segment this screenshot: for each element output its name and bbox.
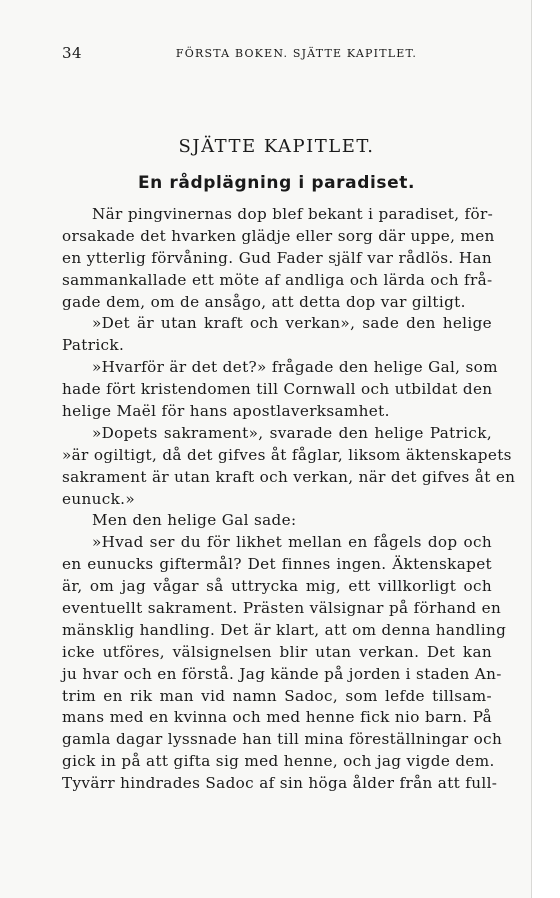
text-line: hade fört kristendomen till Cornwall och utbildat den [62, 380, 493, 399]
text-line: gade dem, om de ansågo, att detta dop var giltigt. [62, 292, 466, 311]
text-line: trim en rik man vid namn Sadoc, som lefde tillsam- [62, 686, 492, 705]
text-line: orsakade det hvarken glädje eller sorg där uppe, men [62, 226, 495, 245]
text-line: Tyvärr hindrades Sadoc af sin höga ålder från att full- [62, 774, 498, 793]
section-title: En rådplägning i paradiset. [137, 173, 416, 193]
page-number: 34 [62, 44, 83, 62]
text-line: sakrament är utan kraft och verkan, när det gifves åt en [62, 467, 516, 486]
page-edge [531, 0, 560, 898]
text-line: är, om jag vågar så uttrycka mig, ett villkorligt och [62, 577, 492, 596]
text-line: gamla dagar lyssnade han till mina föreställningar och [62, 730, 503, 749]
text-line: sammankallade ett möte af andliga och lärda och frå- [62, 270, 493, 289]
text-line: eventuellt sakrament. Prästen välsignar på förhand en [62, 599, 502, 618]
text-line: »Hvad ser du för likhet mellan en fågels dop och [92, 533, 492, 552]
text-line: gick in på att gifta sig med henne, och jag vigde dem. [62, 752, 495, 771]
text-line: helige Maël för hans apostlaverksamhet. [62, 402, 390, 421]
body-text [62, 204, 516, 795]
text-line: »Hvarför är det det?» frågade den helige Gal, som [92, 358, 498, 377]
text-line: icke utföres, välsignelsen blir utan verkan. Det kan [62, 642, 492, 661]
running-title: FÖRSTA BOKEN. SJÄTTE KAPITLET. [175, 47, 418, 60]
text-line: Men den helige Gal sade: [92, 511, 297, 530]
text-line: »Dopets sakrament», svarade den helige Patrick, [92, 423, 492, 442]
text-line: en eunucks giftermål? Det finnes ingen. Äktenskapet [62, 555, 492, 574]
text-line: När pingvinernas dop blef bekant i paradiset, för- [92, 205, 494, 223]
text-line: »är ogiltigt, då det gifves åt fåglar, liksom äktenskapets [62, 445, 512, 464]
text-line: ju hvar och en förstå. Jag kände på jorden i staden An- [62, 664, 502, 683]
text-line: eunuck.» [62, 489, 135, 508]
running-header [62, 44, 491, 64]
text-line: mänsklig handling. Det är klart, att om denna handling [62, 620, 507, 639]
text-line: mans med en kvinna och med henne fick nio barn. På [62, 708, 492, 727]
text-line: en ytterlig förvåning. Gud Fader själf var rådlös. Han [62, 248, 492, 267]
chapter-heading: SJÄTTE KAPITLET. [178, 136, 375, 157]
text-line: »Det är utan kraft och verkan», sade den helige [92, 314, 492, 333]
text-line: Patrick. [62, 336, 125, 355]
